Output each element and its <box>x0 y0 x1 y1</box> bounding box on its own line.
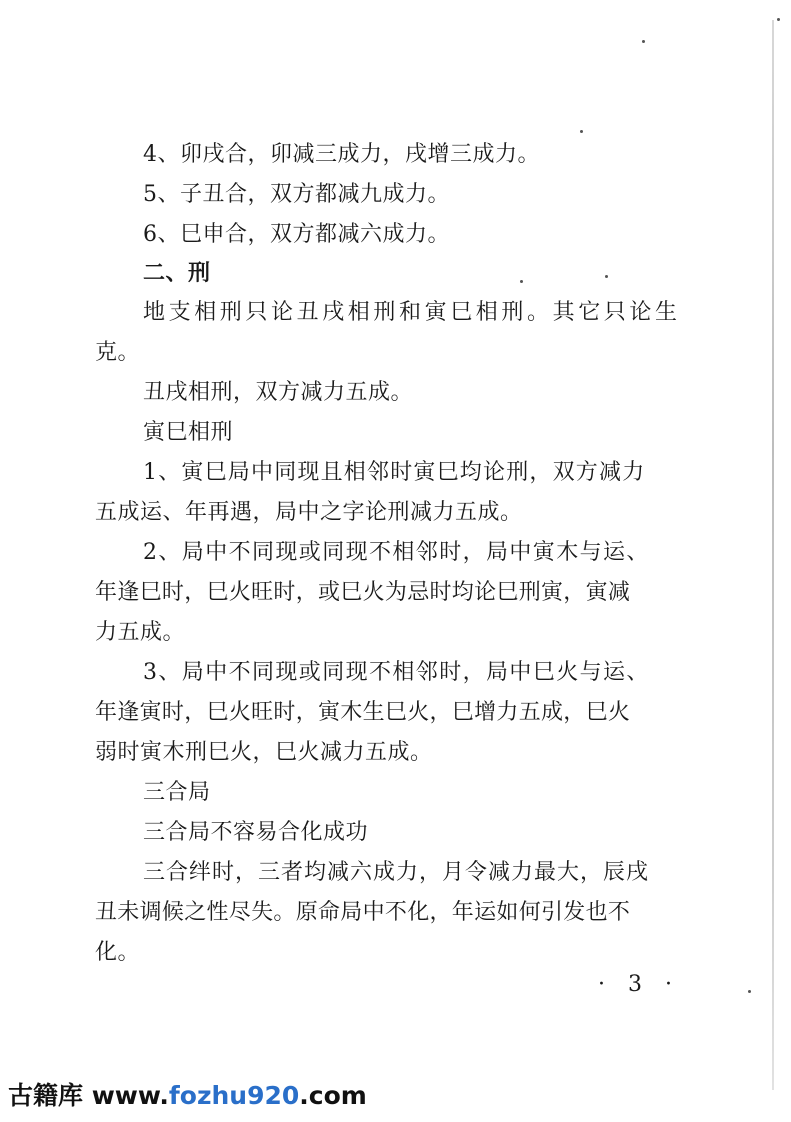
text-line-15: 年逢寅时，巳火旺时，寅木生巳火，巳增力五成，巳火 <box>95 700 631 725</box>
watermark-prefix: 古籍库 www. <box>8 1081 169 1110</box>
watermark-brand: fozhu920 <box>168 1081 300 1110</box>
text-line-2: 5、子丑合，双方都减九成力。 <box>143 182 450 207</box>
text-line-21: 化。 <box>95 940 141 965</box>
text-line-12: 年逢巳时，巳火旺时，或巳火为忌时均论巳刑寅，寅减 <box>95 580 631 605</box>
scan-speck <box>642 40 645 43</box>
scan-speck <box>748 990 751 993</box>
text-line-8: 寅巳相刑 <box>143 420 234 445</box>
text-line-5: 地支相刑只论丑戌相刑和寅巳相刑。其它只论生 <box>143 300 681 325</box>
text-line-3: 6、巳申合，双方都减六成力。 <box>143 222 450 247</box>
scan-speck <box>605 275 608 278</box>
text-line-11: 2、局中不同现或同现不相邻时，局中寅木与运、 <box>143 540 650 565</box>
text-line-7: 丑戌相刑，双方减力五成。 <box>143 380 414 405</box>
text-line-18: 三合局不容易合化成功 <box>143 820 369 845</box>
page-edge-line <box>772 20 774 1090</box>
text-line-1: 4、卯戌合，卯减三成力，戌增三成力。 <box>143 142 540 167</box>
text-line-6: 克。 <box>95 340 141 365</box>
watermark-suffix: .com <box>299 1081 367 1110</box>
text-line-20: 丑未调候之性尽失。原命局中不化，年运如何引发也不 <box>95 900 631 925</box>
text-line-10: 五成运、年再遇，局中之字论刑减力五成。 <box>95 500 523 525</box>
text-line-19: 三合绊时，三者均减六成力，月令减力最大，辰戌 <box>143 860 650 885</box>
page-number: · 3 · <box>598 972 680 997</box>
section-heading-punishment: 二、刑 <box>143 260 211 286</box>
text-line-13: 力五成。 <box>95 620 186 645</box>
text-line-9: 1、寅巳局中同现且相邻时寅巳均论刑，双方减力 <box>143 460 646 485</box>
section-heading-three-harmony: 三合局 <box>143 780 211 805</box>
scan-speck <box>777 18 780 21</box>
text-line-14: 3、局中不同现或同现不相邻时，局中巳火与运、 <box>143 660 650 685</box>
scan-speck <box>580 130 583 133</box>
text-line-16: 弱时寅木刑巳火，巳火减力五成。 <box>95 740 433 765</box>
scan-speck <box>520 280 523 283</box>
site-watermark <box>8 1080 367 1112</box>
